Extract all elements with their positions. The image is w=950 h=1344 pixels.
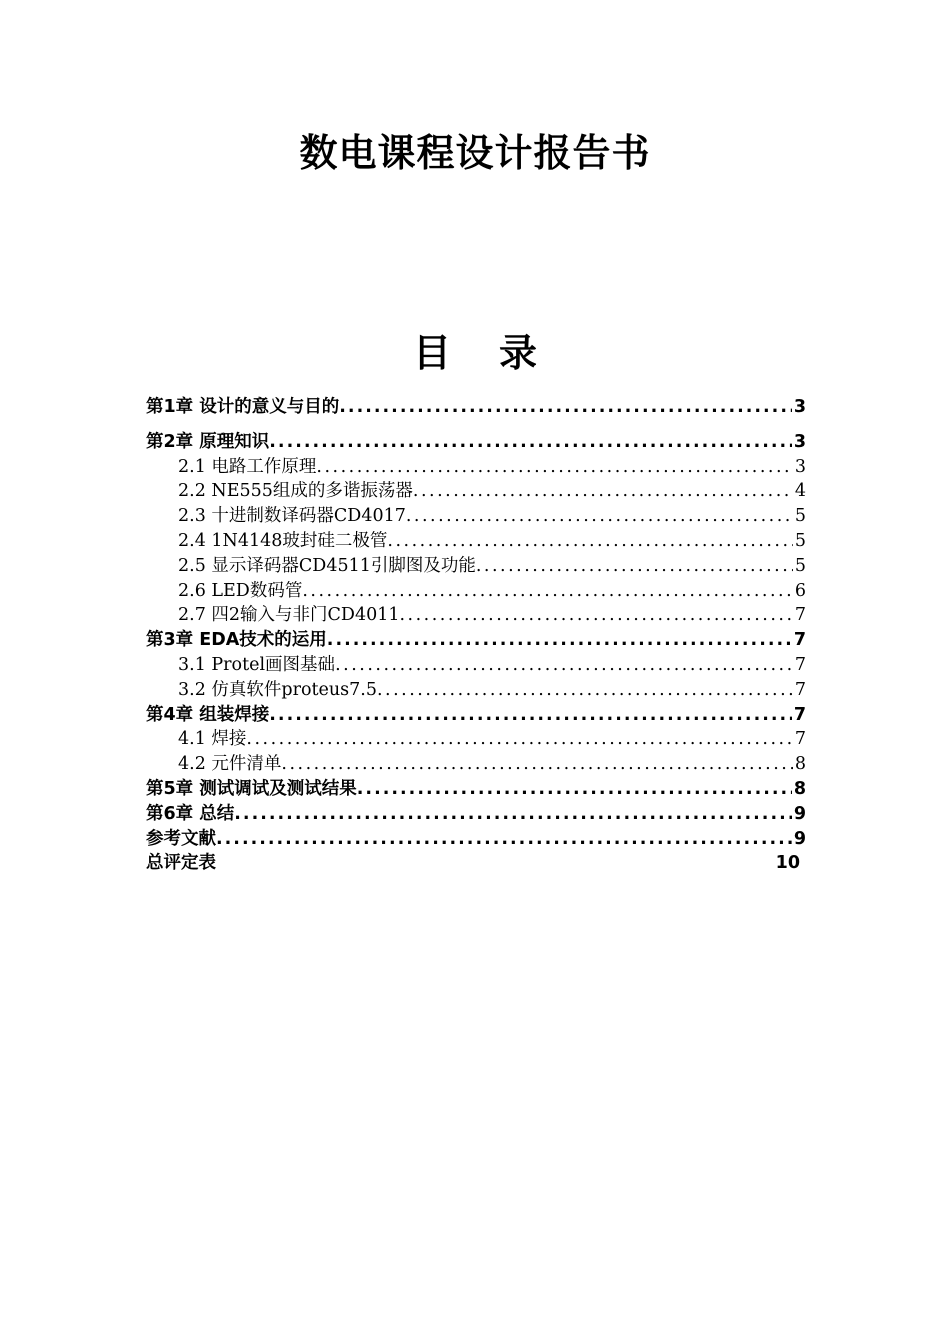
- toc-entry-page: 9: [793, 803, 806, 824]
- toc-entry-label: 3.2 仿真软件proteus7.5: [178, 679, 377, 700]
- dot-leader: [281, 752, 792, 777]
- dot-leader: [327, 628, 792, 653]
- toc-entry-page: 3: [793, 431, 806, 452]
- dot-leader: [269, 430, 792, 455]
- toc-entry-references[interactable]: [146, 827, 806, 852]
- dot-leader: [399, 603, 792, 628]
- toc-entry-chapter-1[interactable]: [146, 395, 806, 420]
- toc-entry-page: 5: [794, 555, 806, 576]
- dot-leader: [357, 777, 792, 802]
- toc-entry-label: 2.4 1N4148玻封硅二极管: [178, 530, 388, 551]
- toc-entry-section-2-5[interactable]: [146, 554, 806, 579]
- dot-leader: [269, 703, 792, 728]
- toc-entry-page: 4: [794, 481, 806, 502]
- toc-entry-page: 7: [794, 729, 806, 750]
- dot-leader: [387, 529, 792, 554]
- toc-entry-label: 总评定表: [146, 853, 216, 874]
- dot-leader: [413, 479, 793, 504]
- dot-leader: [476, 554, 793, 579]
- toc-entry-chapter-3[interactable]: [146, 628, 806, 653]
- toc-entry-page: 8: [793, 778, 806, 799]
- toc-entry-page: 8: [794, 754, 806, 775]
- toc-entry-page: 3: [793, 397, 806, 417]
- toc-entry-section-4-1[interactable]: [146, 727, 806, 752]
- toc-entry-section-4-2[interactable]: [146, 752, 806, 777]
- toc-entry-label: 第1章 设计的意义与目的: [146, 397, 340, 417]
- toc-entry-label: 2.5 显示译码器CD4511引脚图及功能: [178, 555, 476, 576]
- toc-entry-section-3-2[interactable]: [146, 678, 806, 703]
- toc-entry-chapter-5[interactable]: [146, 777, 806, 802]
- toc-entry-section-2-6[interactable]: [146, 579, 806, 604]
- toc-entry-chapter-4[interactable]: [146, 703, 806, 728]
- toc-entry-label: 2.7 四2输入与非门CD4011: [178, 605, 400, 626]
- toc-entry-chapter-6[interactable]: [146, 802, 806, 827]
- dot-leader: [316, 455, 792, 480]
- toc-entry-label: 3.1 Protel画图基础: [178, 654, 336, 675]
- toc-entry-label: 2.2 NE555组成的多谐振荡器: [178, 481, 413, 502]
- toc-entry-label: 2.3 十进制数译码器CD4017: [178, 506, 406, 527]
- toc-entry-chapter-2[interactable]: [146, 430, 806, 455]
- toc-entry-section-2-3[interactable]: [146, 504, 806, 529]
- dot-leader: [302, 579, 793, 604]
- dot-leader: [406, 504, 793, 529]
- toc-entry-label: 2.6 LED数码管: [178, 580, 303, 601]
- toc-entry-section-2-4[interactable]: [146, 529, 806, 554]
- toc-entry-page: 10: [775, 853, 800, 874]
- toc-heading-char-2: 录: [499, 331, 538, 375]
- toc-entry-label: 第4章 组装焊接: [146, 704, 270, 725]
- dot-leader: [339, 395, 792, 420]
- toc-heading: [0, 322, 950, 377]
- toc-entry-section-2-2[interactable]: [146, 479, 806, 504]
- toc-entry-page: 3: [794, 456, 806, 477]
- toc-entry-page: 9: [793, 828, 806, 849]
- toc-entry-evaluation-table[interactable]: [146, 851, 806, 876]
- toc-heading-char-1: 目: [412, 331, 451, 375]
- toc-entry-label: 第6章 总结: [146, 803, 235, 824]
- toc-entry-page: 6: [794, 580, 806, 601]
- toc-entry-page: 7: [793, 630, 806, 651]
- toc-entry-section-3-1[interactable]: [146, 653, 806, 678]
- toc-entry-label: 第3章 EDA技术的运用: [146, 630, 327, 651]
- toc-entry-section-2-7[interactable]: [146, 603, 806, 628]
- toc-entry-page: 7: [794, 654, 806, 675]
- dot-leader: [377, 678, 793, 703]
- toc-entry-page: 5: [794, 530, 806, 551]
- dot-leader: [335, 653, 793, 678]
- toc-entry-page: 7: [793, 704, 806, 725]
- toc-entry-page: 7: [794, 605, 806, 626]
- toc-entry-page: 7: [794, 679, 806, 700]
- toc-entry-label: 参考文献: [146, 828, 216, 849]
- toc-entry-section-2-1[interactable]: [146, 455, 806, 480]
- dot-leader: [216, 827, 792, 852]
- dot-leader: [246, 727, 792, 752]
- dot-leader: [234, 802, 792, 827]
- toc-entry-page: 5: [794, 506, 806, 527]
- toc-entry-label: 第2章 原理知识: [146, 431, 270, 452]
- toc-entry-label: 第5章 测试调试及测试结果: [146, 778, 357, 799]
- table-of-contents: [146, 395, 806, 876]
- toc-entry-label: 4.2 元件清单: [178, 754, 282, 775]
- document-title: 数电课程设计报告书: [299, 131, 651, 175]
- toc-entry-label: 4.1 焊接: [178, 729, 247, 750]
- toc-entry-label: 2.1 电路工作原理: [178, 456, 317, 477]
